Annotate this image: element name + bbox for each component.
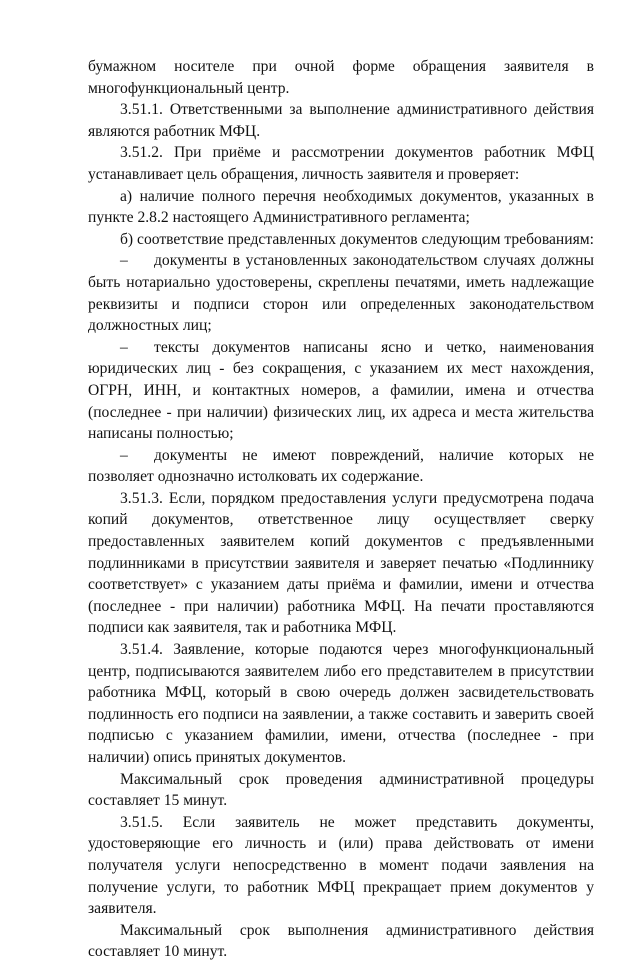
paragraph-item-a: а) наличие полного перечня необходимых документов, указанных в пункте 2.8.2 настоящего Административного регламента; bbox=[88, 187, 594, 227]
dash-marker: – bbox=[120, 446, 128, 464]
dash-item-text: тексты документов написаны ясно и четко, наименования юридических лиц - без сокращения, с указанием их мест нахождения, ОГРН, ИНН, и контактных номеров, а фамилии, имена и отчества (последнее - при наличии) физических лиц, их адреса и места жительства написаны полностью; bbox=[88, 338, 594, 443]
dash-marker: – bbox=[120, 252, 128, 270]
dash-item-text: документы не имеют повреждений, наличие которых не позволяет однозначно истолковать их содержание. bbox=[88, 446, 594, 486]
paragraph-3-51-4: 3.51.4. Заявление, которые подаются через многофункциональный центр, подписываются заявителем либо его представителем в присутствии работника МФЦ, который в свою очередь должен засвидетельствовать подлинность его подписи на заявлении, а также составить и заверить своей подписью с указанием фамилии, имени, отчества (последнее - при наличии) опись принятых документов. bbox=[88, 641, 594, 766]
paragraph-3-51-3: 3.51.3. Если, порядком предоставления услуги предусмотрена подача копий документов, ответственное лицу осуществляет сверку предоставленных заявителем копий документов с предъявленными подлинниками в присутствии заявителя и заверяет печатью «Подлиннику соответствует» с указанием даты приёма и фамилии, имени и отчества (последнее - при наличии) работника МФЦ. На печати проставляются подписи как заявителя, так и работника МФЦ. bbox=[88, 489, 594, 637]
paragraph-max-time-15: Максимальный срок проведения административной процедуры составляет 15 минут. bbox=[88, 770, 594, 810]
dash-item-notarized bbox=[88, 250, 594, 336]
dash-marker: – bbox=[120, 338, 128, 356]
paragraph-3-51-2: 3.51.2. При приёме и рассмотрении документов работник МФЦ устанавливает цель обращения, личность заявителя и проверяет: bbox=[88, 144, 594, 183]
paragraph-max-time-10: Максимальный срок выполнения административного действия составляет 10 минут. bbox=[88, 921, 594, 961]
paragraph-item-b: б) соответствие представленных документов следующим требованиям: bbox=[120, 230, 594, 248]
dash-item-text: документы в установленных законодательством случаях должны быть нотариально удостоверены, скреплены печатями, иметь надлежащие реквизиты и подписи сторон или определенных законодательством должностных лиц; bbox=[88, 252, 594, 335]
document-body bbox=[88, 56, 594, 963]
paragraph-3-51-5: 3.51.5. Если заявитель не может представить документы, удостоверяющие его личность и (или) права действовать от имени получателя услуги непосредственно в момент подачи заявления на получение услуги, то работник МФЦ прекращает прием документов у заявителя. bbox=[88, 813, 594, 918]
dash-item-undamaged bbox=[88, 445, 594, 488]
dash-item-legible bbox=[88, 337, 594, 445]
paragraph-continuation: бумажном носителе при очной форме обращения заявителя в многофункциональный центр. bbox=[88, 58, 594, 97]
paragraph-3-51-1: 3.51.1. Ответственными за выполнение административного действия являются работник МФЦ. bbox=[88, 101, 594, 140]
